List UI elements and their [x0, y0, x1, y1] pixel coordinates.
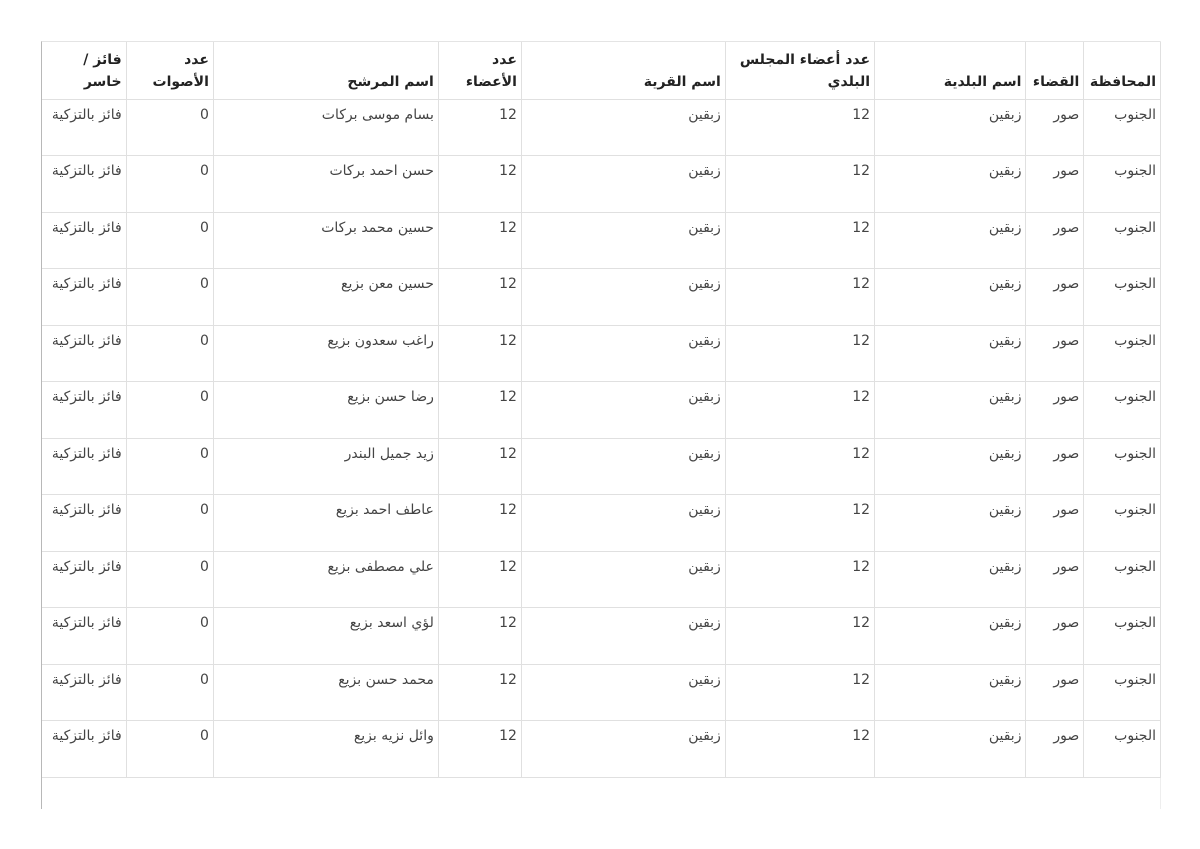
village-name-cell: زبقين — [521, 495, 725, 552]
members-count-cell: 12 — [438, 664, 521, 721]
votes-count-cell: 0 — [126, 438, 213, 495]
candidate-name-cell: حسين محمد بركات — [213, 212, 438, 269]
result-cell: فائز بالتزكية — [42, 325, 126, 382]
candidate-name-cell: راغب سعدون بزيع — [213, 325, 438, 382]
governorate-cell: الجنوب — [1084, 212, 1161, 269]
district-cell: صور — [1026, 382, 1084, 439]
council-members-count-cell: 12 — [725, 608, 874, 665]
governorate-cell: الجنوب — [1084, 495, 1161, 552]
members-count-cell: 12 — [438, 156, 521, 213]
village-name-cell: زبقين — [521, 551, 725, 608]
members-count-cell: 12 — [438, 438, 521, 495]
result-cell: فائز بالتزكية — [42, 551, 126, 608]
result-cell: فائز بالتزكية — [42, 382, 126, 439]
members-count-cell: 12 — [438, 495, 521, 552]
municipality-name-cell: زبقين — [875, 551, 1026, 608]
table-row — [42, 721, 1161, 778]
result-cell: فائز بالتزكية — [42, 608, 126, 665]
members-count-cell: 12 — [438, 99, 521, 156]
candidate-name-cell: حسن احمد بركات — [213, 156, 438, 213]
result-cell: فائز بالتزكية — [42, 99, 126, 156]
table-row — [42, 99, 1161, 156]
village-name-cell: زبقين — [521, 382, 725, 439]
winner-loser-header: فائز / خاسر — [42, 42, 126, 99]
result-cell: فائز بالتزكية — [42, 495, 126, 552]
council-members-count-cell: 12 — [725, 664, 874, 721]
table-row — [42, 269, 1161, 326]
governorate-cell: الجنوب — [1084, 99, 1161, 156]
table-header-row — [42, 42, 1161, 99]
governorate-header: المحافظة — [1084, 42, 1161, 99]
result-cell: فائز بالتزكية — [42, 156, 126, 213]
result-cell: فائز بالتزكية — [42, 721, 126, 778]
table-row — [42, 664, 1161, 721]
municipality-name-cell: زبقين — [875, 382, 1026, 439]
governorate-cell: الجنوب — [1084, 664, 1161, 721]
municipality-name-cell: زبقين — [875, 269, 1026, 326]
village-name-cell: زبقين — [521, 608, 725, 665]
governorate-cell: الجنوب — [1084, 382, 1161, 439]
district-cell: صور — [1026, 495, 1084, 552]
council-members-count-cell: 12 — [725, 156, 874, 213]
votes-count-cell: 0 — [126, 495, 213, 552]
village-name-cell: زبقين — [521, 212, 725, 269]
candidate-name-cell: وائل نزيه بزيع — [213, 721, 438, 778]
table-row — [42, 325, 1161, 382]
village-name-cell: زبقين — [521, 156, 725, 213]
council-members-count-cell: 12 — [725, 99, 874, 156]
votes-count-cell: 0 — [126, 156, 213, 213]
municipality-name-cell: زبقين — [875, 438, 1026, 495]
village-name-cell: زبقين — [521, 721, 725, 778]
table-row — [42, 608, 1161, 665]
table-row — [42, 382, 1161, 439]
governorate-cell: الجنوب — [1084, 438, 1161, 495]
district-cell: صور — [1026, 269, 1084, 326]
votes-count-header: عدد الأصوات — [126, 42, 213, 99]
village-name-cell: زبقين — [521, 99, 725, 156]
candidate-name-cell: محمد حسن بزيع — [213, 664, 438, 721]
candidate-name-cell: حسين معن بزيع — [213, 269, 438, 326]
council-members-count-cell: 12 — [725, 551, 874, 608]
members-count-cell: 12 — [438, 212, 521, 269]
village-name-header: اسم القرية — [521, 42, 725, 99]
district-header: القضاء — [1026, 42, 1084, 99]
district-cell: صور — [1026, 99, 1084, 156]
results-table-container — [41, 41, 1161, 809]
table-row — [42, 551, 1161, 608]
municipality-name-cell: زبقين — [875, 325, 1026, 382]
votes-count-cell: 0 — [126, 99, 213, 156]
candidate-name-cell: عاطف احمد بزيع — [213, 495, 438, 552]
municipality-name-cell: زبقين — [875, 664, 1026, 721]
village-name-cell: زبقين — [521, 438, 725, 495]
table-row — [42, 156, 1161, 213]
council-members-count-cell: 12 — [725, 212, 874, 269]
district-cell: صور — [1026, 664, 1084, 721]
votes-count-cell: 0 — [126, 325, 213, 382]
municipality-name-cell: زبقين — [875, 608, 1026, 665]
governorate-cell: الجنوب — [1084, 156, 1161, 213]
municipality-name-cell: زبقين — [875, 212, 1026, 269]
council-members-count-cell: 12 — [725, 325, 874, 382]
governorate-cell: الجنوب — [1084, 608, 1161, 665]
table-row — [42, 495, 1161, 552]
village-name-cell: زبقين — [521, 269, 725, 326]
municipality-name-cell: زبقين — [875, 99, 1026, 156]
council-members-count-header: عدد أعضاء المجلس البلدي — [725, 42, 874, 99]
votes-count-cell: 0 — [126, 664, 213, 721]
members-count-cell: 12 — [438, 269, 521, 326]
members-count-cell: 12 — [438, 721, 521, 778]
candidate-name-cell: رضا حسن بزيع — [213, 382, 438, 439]
district-cell: صور — [1026, 551, 1084, 608]
governorate-cell: الجنوب — [1084, 721, 1161, 778]
municipality-name-header: اسم البلدية — [875, 42, 1026, 99]
governorate-cell: الجنوب — [1084, 325, 1161, 382]
members-count-header: عدد الأعضاء — [438, 42, 521, 99]
municipality-name-cell: زبقين — [875, 495, 1026, 552]
district-cell: صور — [1026, 608, 1084, 665]
candidates-table — [42, 42, 1161, 778]
result-cell: فائز بالتزكية — [42, 269, 126, 326]
council-members-count-cell: 12 — [725, 438, 874, 495]
village-name-cell: زبقين — [521, 325, 725, 382]
governorate-cell: الجنوب — [1084, 269, 1161, 326]
council-members-count-cell: 12 — [725, 721, 874, 778]
district-cell: صور — [1026, 156, 1084, 213]
votes-count-cell: 0 — [126, 269, 213, 326]
members-count-cell: 12 — [438, 551, 521, 608]
district-cell: صور — [1026, 212, 1084, 269]
table-row — [42, 438, 1161, 495]
council-members-count-cell: 12 — [725, 382, 874, 439]
candidate-name-cell: علي مصطفى بزيع — [213, 551, 438, 608]
votes-count-cell: 0 — [126, 382, 213, 439]
members-count-cell: 12 — [438, 608, 521, 665]
council-members-count-cell: 12 — [725, 495, 874, 552]
candidate-name-cell: بسام موسى بركات — [213, 99, 438, 156]
votes-count-cell: 0 — [126, 551, 213, 608]
council-members-count-cell: 12 — [725, 269, 874, 326]
municipality-name-cell: زبقين — [875, 156, 1026, 213]
result-cell: فائز بالتزكية — [42, 438, 126, 495]
result-cell: فائز بالتزكية — [42, 664, 126, 721]
table-row — [42, 212, 1161, 269]
votes-count-cell: 0 — [126, 608, 213, 665]
governorate-cell: الجنوب — [1084, 551, 1161, 608]
district-cell: صور — [1026, 438, 1084, 495]
votes-count-cell: 0 — [126, 721, 213, 778]
district-cell: صور — [1026, 325, 1084, 382]
votes-count-cell: 0 — [126, 212, 213, 269]
candidate-name-header: اسم المرشح — [213, 42, 438, 99]
district-cell: صور — [1026, 721, 1084, 778]
municipality-name-cell: زبقين — [875, 721, 1026, 778]
village-name-cell: زبقين — [521, 664, 725, 721]
table-body — [42, 99, 1161, 777]
result-cell: فائز بالتزكية — [42, 212, 126, 269]
candidate-name-cell: زيد جميل البندر — [213, 438, 438, 495]
members-count-cell: 12 — [438, 325, 521, 382]
members-count-cell: 12 — [438, 382, 521, 439]
candidate-name-cell: لؤي اسعد بزيع — [213, 608, 438, 665]
